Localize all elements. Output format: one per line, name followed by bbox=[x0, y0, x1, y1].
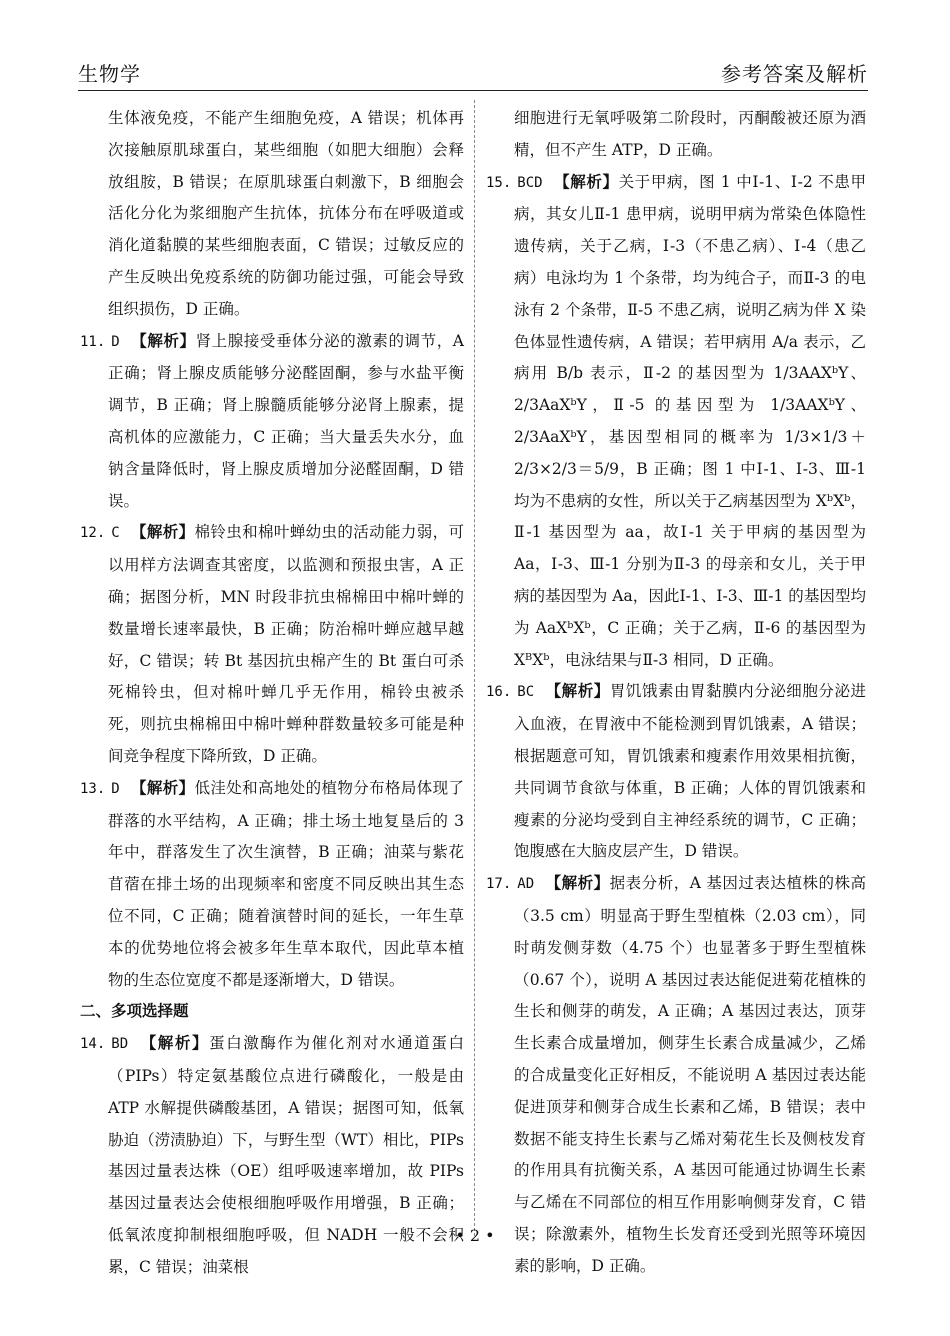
answer-item-15 bbox=[486, 167, 866, 677]
page-number: • 2 • bbox=[455, 1226, 495, 1245]
item-number: 15. bbox=[486, 174, 512, 191]
item-number: 11. bbox=[80, 333, 106, 350]
analysis-label: 【解析】 bbox=[140, 1034, 210, 1053]
analysis-label: 【解析】 bbox=[545, 874, 610, 893]
answer-item-13 bbox=[80, 773, 464, 997]
section-heading: 二、多项选择题 bbox=[80, 1002, 189, 1021]
item-answer: AD bbox=[517, 876, 535, 893]
item-number: 13. bbox=[80, 780, 106, 797]
q14-continuation: 细胞进行无氧呼吸第二阶段时，丙酮酸被还原为酒精，但不产生 ATP，D 正确。 bbox=[514, 109, 866, 159]
item-answer: BC bbox=[517, 684, 535, 701]
right-column bbox=[486, 103, 866, 1282]
answer-item-12 bbox=[80, 517, 464, 772]
analysis-text: 据表分析，A 基因过表达植株的株高（3.5 cm）明显高于野生型植株（2.03 cm），同时萌发侧芽数（4.75 个）也显著多于野生型植株（0.67 个），说明 A 基因过表达能促进菊花植株的生长和侧芽的萌发，A 正确；A 基因过表达，顶芽生长素合成量增加，侧芽生长素合成量减少，乙烯的合成量变化正好相反，不能说明 A 基因过表达能促进顶芽和侧芽合成生长素和乙烯，B 错误；表中数据不能支持生长素与乙烯对菊花生长及侧枝发育的作用具有抗衡关系，A 基因可能通过协调生长素与乙烯在不同部位的相互作用影响侧芽发育，C 错误；除激素外，植物生长发育还受到光照等环境因素的影响，D 正确。 bbox=[514, 874, 866, 1275]
analysis-label: 【解析】 bbox=[545, 682, 610, 701]
analysis-label: 【解析】 bbox=[131, 331, 196, 350]
answer-item-14 bbox=[80, 1028, 464, 1283]
item-answer: D bbox=[111, 333, 120, 350]
item-number: 16. bbox=[486, 684, 512, 701]
subject-title: 生物学 bbox=[78, 62, 141, 86]
answer-item-11 bbox=[80, 326, 464, 518]
analysis-label: 【解析】 bbox=[554, 172, 619, 191]
analysis-label: 【解析】 bbox=[131, 778, 195, 797]
analysis-text: 关于甲病，图 1 中Ⅰ-1、Ⅰ-2 不患甲病，其女儿Ⅱ-1 患甲病，说明甲病为常染色体隐性遗传病，关于乙病，Ⅰ-3（不患乙病）、Ⅰ-4（患乙病）电泳均为 1 个条带，均为纯合子，而Ⅱ-3 的电泳有 2 个条带，Ⅱ-5 不患乙病，说明乙病为伴 X 染色体显性遗传病，A 错误；若甲病用 A/a 表示，乙病用 B/b 表示，Ⅱ-2 的基因型为 1/3AAXᵇY、2/3AaXᵇY，Ⅱ-5 的基因型为 1/3AAXᵇY、2/3AaXᵇY，基因型相同的概率为 1/3×1/3＋2/3×2/3＝5/9，B 正确；图 1 中Ⅰ-1、Ⅰ-3、Ⅲ-1 均为不患病的女性，所以关于乙病基因型为 XᵇXᵇ，Ⅱ-1 基因型为 aa，故Ⅰ-1 关于甲病的基因型为 Aa，Ⅰ-3、Ⅲ-1 分别为Ⅱ-3 的母亲和女儿，关于甲病的基因型为 Aa，因此Ⅰ-1、Ⅰ-3、Ⅲ-1 的基因型均为 AaXᵇXᵇ，C 正确；关于乙病，Ⅱ-6 的基因型为 XᴮXᵇ，电泳结果与Ⅱ-3 相同，D 正确。 bbox=[514, 172, 866, 669]
column-divider bbox=[474, 100, 475, 1236]
analysis-text: 蛋白激酶作为催化剂对水通道蛋白（PIPs）特定氨基酸位点进行磷酸化，一般是由 ATP 水解提供磷酸基团，A 错误；据图可知，低氧胁迫（涝渍胁迫）下，与野生型（WT）相比，PIPs 基因过量表达株（OE）组呼吸速率增加，故 PIPs 基因过量表达会使根细胞呼吸作用增强，B 正确；低氧浓度抑制根细胞呼吸，但 NADH 一般不会积累，C 错误；油菜根 bbox=[108, 1034, 464, 1276]
answer-item-17 bbox=[486, 868, 866, 1282]
item-number: 17. bbox=[486, 876, 512, 893]
q10-continuation: 生体液免疫，不能产生细胞免疫，A 错误；机体再次接触原肌球蛋白，某些细胞（如肥大细胞）会释放组胺，B 错误；在原肌球蛋白刺激下，B 细胞会活化分化为浆细胞产生抗体，抗体分布在呼吸道或消化道黏膜的某些细胞表面，C 错误；过敏反应的产生反映出免疫系统的防御功能过强，可能会导致组织损伤，D 正确。 bbox=[108, 109, 464, 318]
analysis-text: 胃饥饿素由胃黏膜内分泌细胞分泌进入血液，在胃液中不能检测到胃饥饿素，A 错误；根据题意可知，胃饥饿素和瘦素作用效果相抗衡，共同调节食欲与体重，B 正确；人体的胃饥饿素和瘦素的分泌均受到自主神经系统的调节，C 正确；饱腹感在大脑皮层产生，D 错误。 bbox=[514, 682, 866, 861]
item-answer: BCD bbox=[517, 174, 543, 191]
item-number: 12. bbox=[80, 525, 106, 542]
answer-item-16 bbox=[486, 676, 866, 868]
analysis-text: 棉铃虫和棉叶蝉幼虫的活动能力弱，可以用样方法调查其密度，以监测和预报虫害，A 正确；据图分析，MN 时段非抗虫棉棉田中棉叶蝉的数量增长速率最快，B 正确；防治棉叶蝉应越早越好，C 错误；转 Bt 基因抗虫棉产生的 Bt 蛋白可杀死棉铃虫，但对棉叶蝉几乎无作用，棉铃虫被杀死，则抗虫棉棉田中棉叶蝉种群数量较多可能是种间竞争程度下降所致，D 正确。 bbox=[108, 523, 464, 765]
item-answer: BD bbox=[111, 1036, 129, 1053]
analysis-label: 【解析】 bbox=[131, 523, 195, 542]
page-header bbox=[78, 56, 868, 91]
document-title: 参考答案及解析 bbox=[721, 62, 868, 86]
left-column bbox=[80, 103, 464, 1283]
analysis-text: 低洼处和高地处的植物分布格局体现了群落的水平结构，A 正确；排土场土地复垦后的 3 年中，群落发生了次生演替，B 正确；油菜与紫花苜蓿在排土场的出现频率和密度不同反映出其生态位不同，C 正确；随着演替时间的延长，一年生草本的优势地位将会被多年生草本取代，因此草本植物的生态位宽度不都是逐渐增大，D 错误。 bbox=[108, 778, 464, 989]
item-answer: C bbox=[111, 525, 120, 542]
analysis-text: 肾上腺接受垂体分泌的激素的调节，A 正确；肾上腺皮质能够分泌醛固酮，参与水盐平衡调节，B 正确；肾上腺髓质能够分泌肾上腺素，提高机体的应激能力，C 正确；当大量丢失水分，血钠含量降低时，肾上腺皮质增加分泌醛固酮，D 错误。 bbox=[108, 331, 464, 510]
item-number: 14. bbox=[80, 1036, 106, 1053]
item-answer: D bbox=[111, 780, 120, 797]
